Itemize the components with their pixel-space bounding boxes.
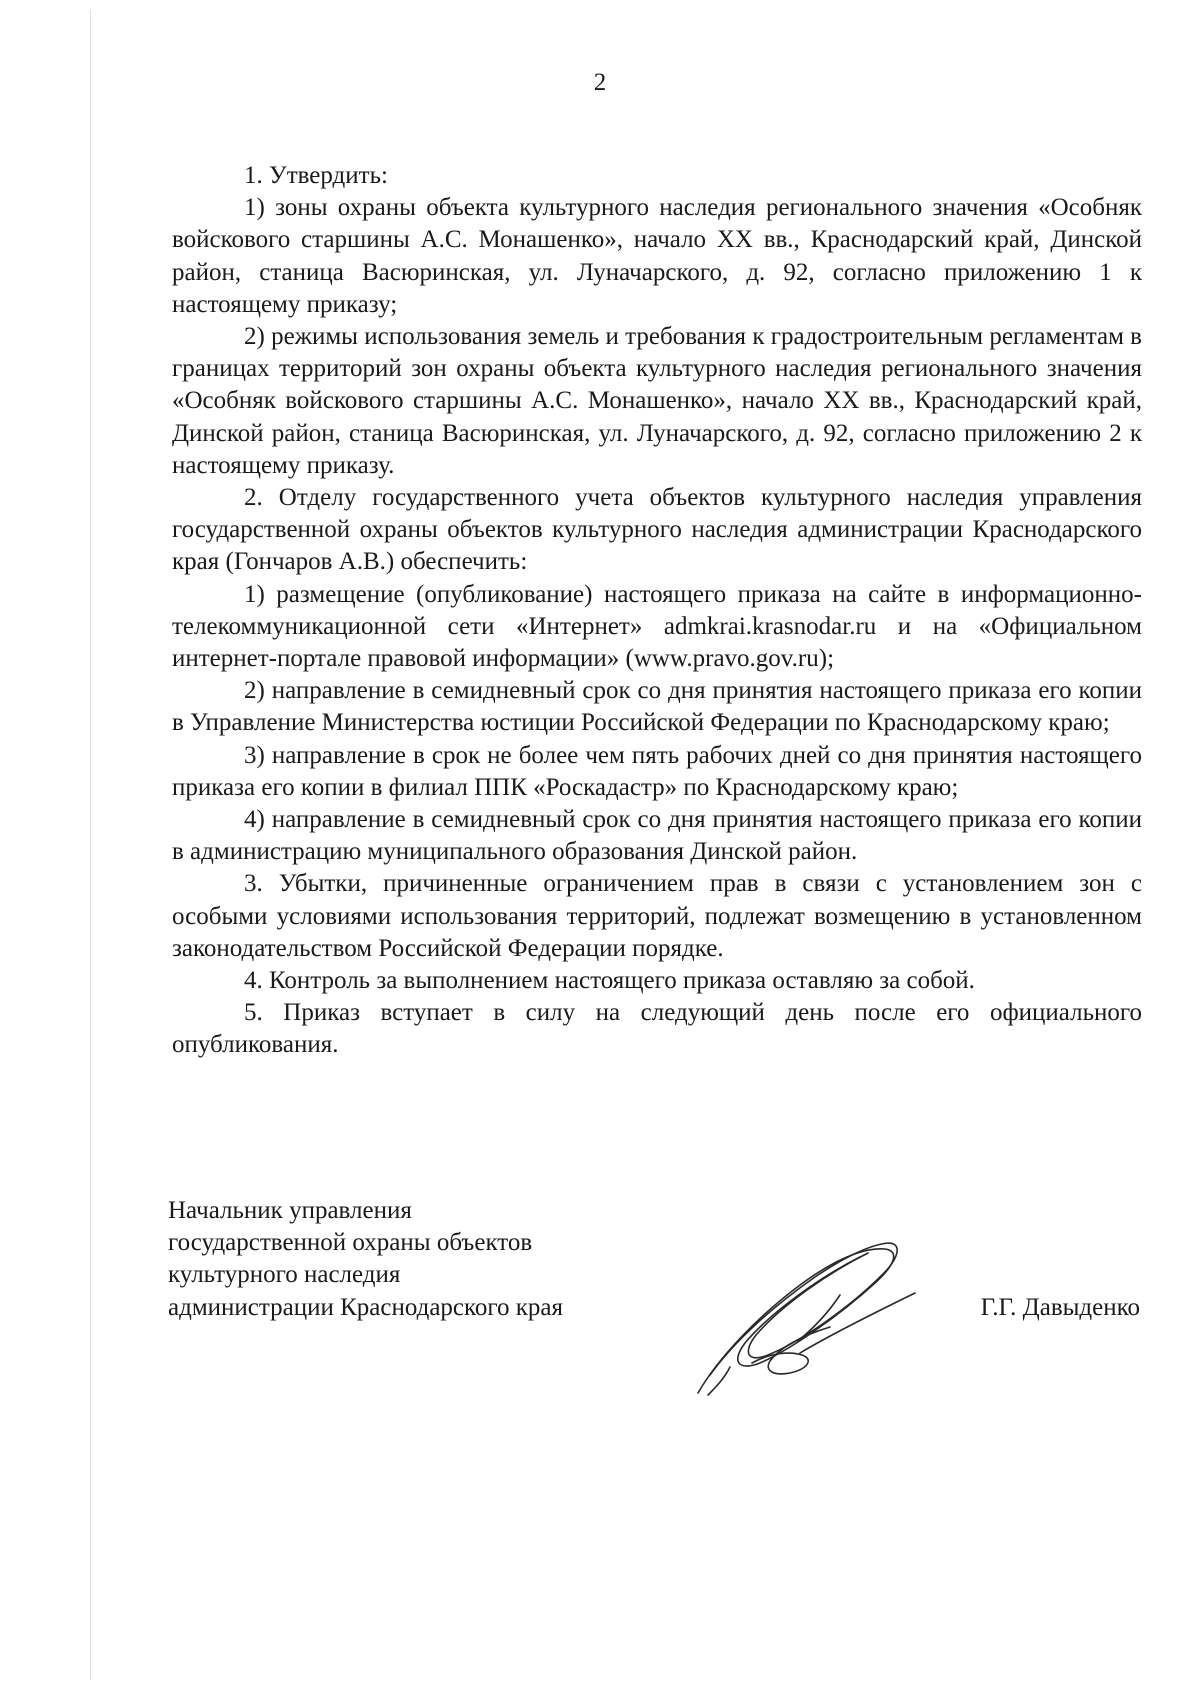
paragraph-land-use-regimes: 2) режимы использования земель и требования к градостроительным регламентам в границах территорий зон охраны объекта культурного наследия регионального значения «Особняк войскового старшины А.С. Монашенко», начало XX вв., Краснодарский край, Динской район, станица Васюринская, ул. Луначарского, д. 92, согласно приложению 2 к настоящему приказу. [172,323,1142,479]
paragraph-publication: 1) размещение (опубликование) настоящего приказа на сайте в информационно-телекоммуникационной сети «Интернет» admkrai.krasnodar.ru и на «Официальном интернет-портале правовой информации» (www.pravo.gov.ru); [172,580,1142,673]
signature-block [168,1195,1148,1324]
paragraph-control: 4. Контроль за выполнением настоящего приказа оставляю за собой. [244,967,975,995]
order-body [172,160,1142,1062]
paragraph-municipal-administration: 4) направление в семидневный срок со дня принятия настоящего приказа его копии в администрацию муниципального образования Динской район. [172,806,1142,866]
paragraph-roskadastr: 3) направление в срок не более чем пять рабочих дней со дня принятия настоящего приказа его копии в филиал ППК «Роскадастр» по Краснодарскому краю; [172,741,1142,801]
signer-position-line: администрации Краснодарского края [168,1293,564,1321]
signer-position-line: Начальник управления [168,1197,412,1224]
signer-position-line: государственной охраны объектов [168,1229,533,1257]
signer-name: Г.Г. Давыденко [980,1293,1140,1321]
paragraph-ministry-of-justice: 2) направление в семидневный срок со дня принятия настоящего приказа его копии в Управление Министерства юстиции Российской Федерации по Краснодарскому краю; [172,677,1142,737]
paragraph-registry-department: 2. Отделу государственного учета объектов культурного наследия управления государственной охраны объектов культурного наследия администрации Краснодарского края (Гончаров А.В.) обеспечить: [172,484,1142,576]
handwritten-signature-icon [690,1235,930,1405]
page-number: 2 [593,69,607,96]
paragraph-losses: 3. Убытки, причиненные ограничением прав в связи с установлением зон с особыми условиями использования территорий, подлежат возмещению в установленном законодательством Российской Федерации порядке. [172,870,1142,962]
paragraph-entry-into-force: 5. Приказ вступает в силу на следующий день после его официального опубликования. [172,999,1142,1059]
signer-position-line: культурного наследия [168,1261,401,1289]
paragraph-protection-zones: 1) зоны охраны объекта культурного наследия регионального значения «Особняк войскового старшины А.С. Монашенко», начало XX вв., Краснодарский край, Динской район, станица Васюринская, ул. Луначарского, д. 92, согласно приложению 1 к настоящему приказу; [172,194,1142,318]
paragraph-approve: 1. Утвердить: [244,162,388,189]
scan-edge-line [90,10,91,1680]
